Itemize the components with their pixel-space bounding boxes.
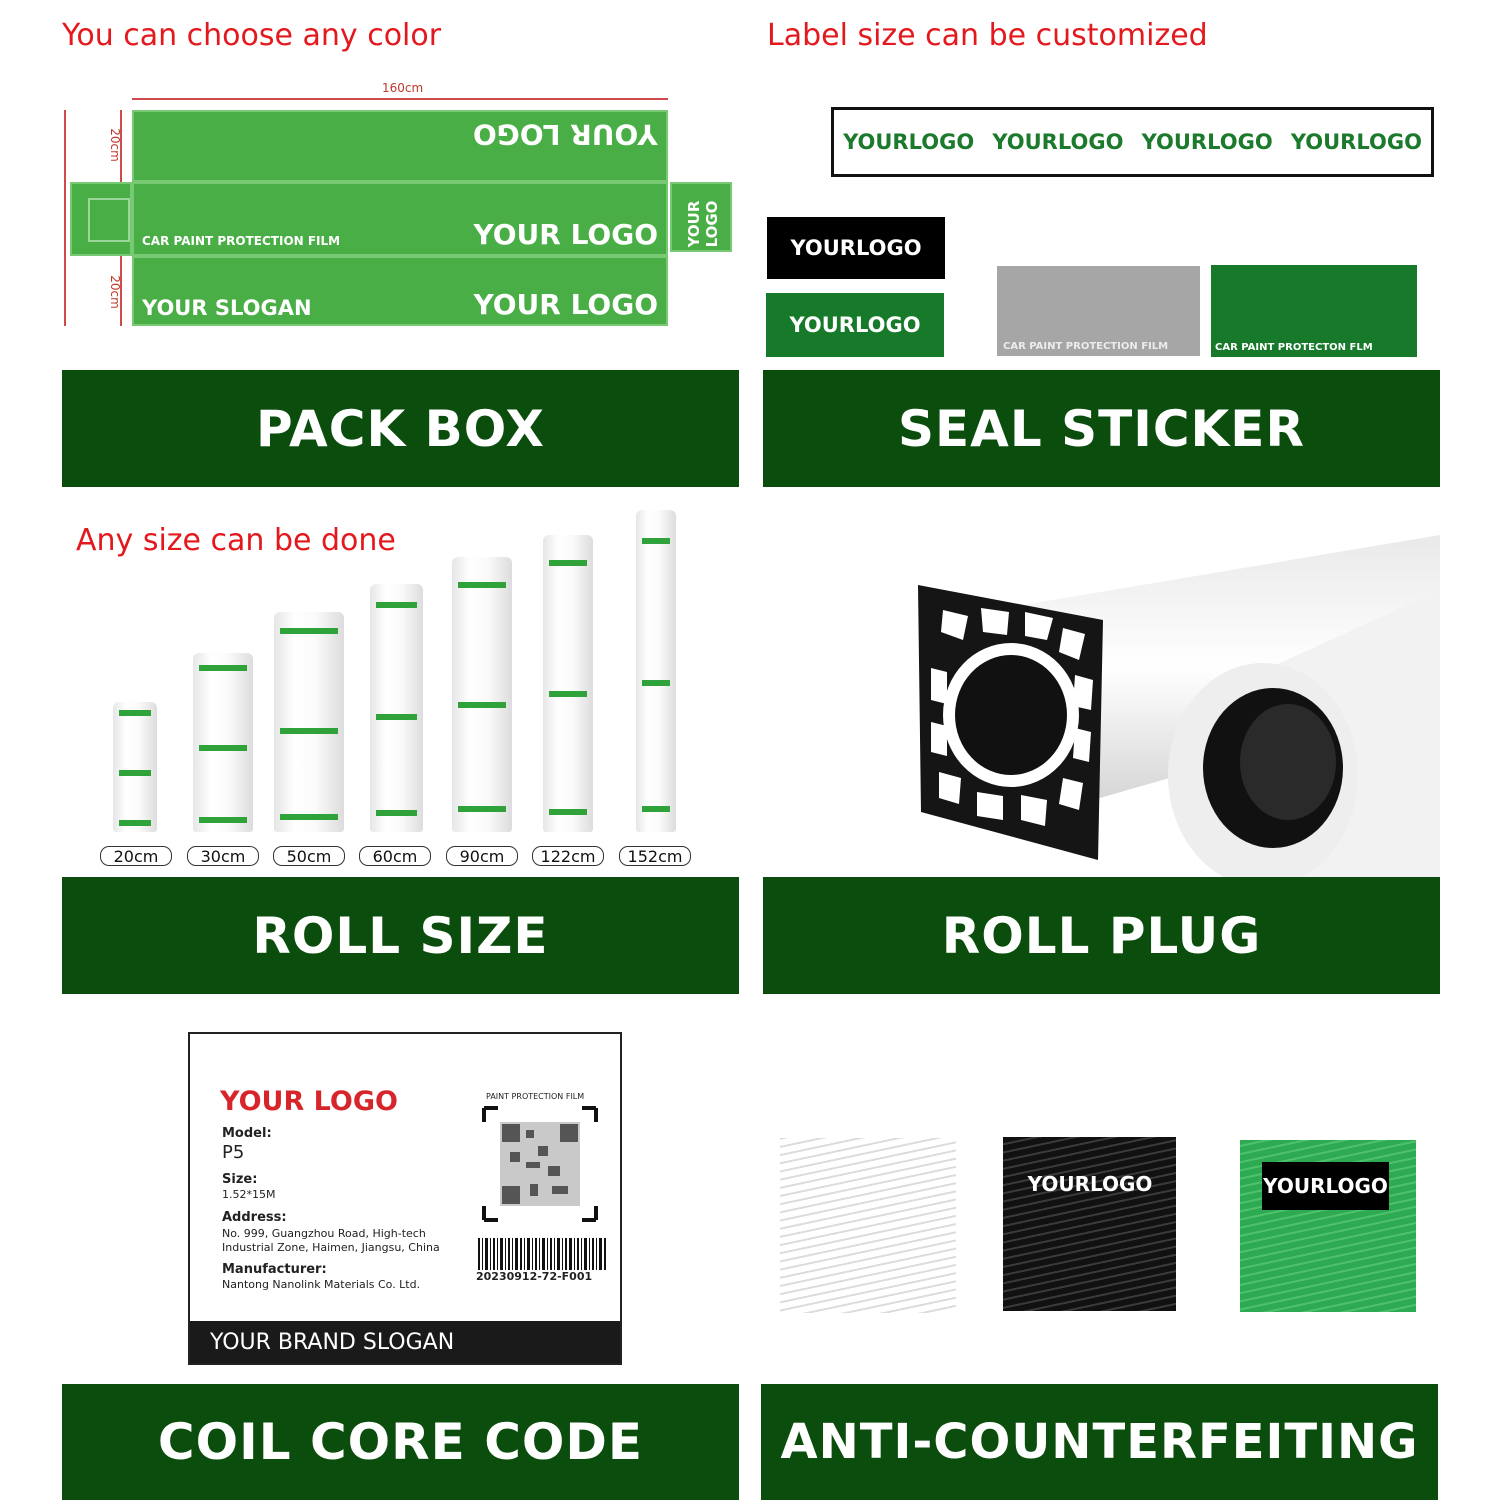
roll-label bbox=[642, 806, 670, 812]
roll-label bbox=[549, 809, 587, 815]
black-pattern-sample bbox=[1003, 1137, 1176, 1311]
manufacturer-value: Nantong Nanolink Materials Co. Ltd. bbox=[222, 1278, 421, 1291]
film-text: CAR PAINT PROTECTION FILM bbox=[142, 234, 341, 248]
band-roll-plug: ROLL PLUG bbox=[763, 877, 1440, 994]
flipped-logo: YOUR LOGO bbox=[473, 118, 658, 151]
flap-square bbox=[88, 198, 130, 242]
size-value: 1.52*15M bbox=[222, 1188, 276, 1201]
coil-core-card bbox=[188, 1032, 622, 1365]
green-sample-logo: YOURLOGO bbox=[1262, 1162, 1389, 1210]
roll-label bbox=[199, 665, 247, 671]
roll-label bbox=[280, 814, 338, 820]
roll-label bbox=[119, 770, 151, 776]
roll-50 bbox=[274, 612, 344, 832]
pack-box-diagram bbox=[60, 78, 740, 338]
roll-label bbox=[376, 810, 417, 816]
box-side-panel bbox=[670, 182, 732, 252]
roll-size-label-20: 20cm bbox=[100, 846, 172, 866]
card-slogan-bar bbox=[190, 1321, 620, 1363]
roll-size-label-152: 152cm bbox=[619, 846, 691, 866]
grey-film-label-text: CAR PAINT PROTECTION FILM bbox=[1003, 341, 1169, 352]
main-logo: YOUR LOGO bbox=[473, 218, 658, 251]
roll-size-label-60: 60cm bbox=[359, 846, 431, 866]
roll-label bbox=[458, 582, 506, 588]
roll-label bbox=[280, 628, 338, 634]
roll-label bbox=[119, 820, 151, 826]
barcode bbox=[478, 1238, 608, 1270]
strip-logo-3: YOURLOGO bbox=[1141, 130, 1273, 154]
black-sample-logo: YOURLOGO bbox=[1027, 1172, 1153, 1196]
side-logo: YOUR LOGO bbox=[685, 200, 721, 248]
caption-choose-color: You can choose any color bbox=[62, 18, 442, 53]
address-label: Address: bbox=[222, 1210, 287, 1225]
card-logo: YOUR LOGO bbox=[220, 1086, 398, 1117]
width-dimension-line bbox=[132, 98, 668, 100]
model-label: Model: bbox=[222, 1126, 272, 1141]
size-label: Size: bbox=[222, 1172, 258, 1187]
box-middle-panel bbox=[132, 182, 668, 256]
band-seal-sticker: SEAL STICKER bbox=[763, 370, 1440, 487]
white-pattern-sample bbox=[780, 1138, 956, 1313]
roll-60 bbox=[370, 584, 423, 832]
roll-90 bbox=[452, 557, 512, 832]
card-slogan: YOUR BRAND SLOGAN bbox=[210, 1329, 455, 1355]
roll-label bbox=[376, 602, 417, 608]
roll-122 bbox=[543, 535, 593, 832]
width-dimension-label: 160cm bbox=[382, 81, 424, 95]
strip-logo-2: YOURLOGO bbox=[992, 130, 1124, 154]
manufacturer-label: Manufacturer: bbox=[222, 1262, 327, 1277]
roll-label bbox=[458, 806, 506, 812]
roll-label bbox=[458, 702, 506, 708]
strip-logo-1: YOURLOGO bbox=[843, 130, 975, 154]
barcode-number: 20230912-72-F001 bbox=[476, 1270, 593, 1283]
roll-plug-photo bbox=[763, 500, 1440, 877]
roll-label bbox=[199, 745, 247, 751]
black-sticker-tag: YOURLOGO bbox=[767, 217, 945, 279]
green-sticker-tag: YOURLOGO bbox=[766, 293, 944, 357]
grey-film-label bbox=[997, 266, 1200, 356]
slogan-text: YOUR SLOGAN bbox=[142, 296, 312, 320]
caption-label-size: Label size can be customized bbox=[767, 18, 1208, 53]
caption-any-size: Any size can be done bbox=[76, 523, 396, 558]
roll-size-label-50: 50cm bbox=[273, 846, 345, 866]
roll-label bbox=[549, 691, 587, 697]
roll-label bbox=[642, 538, 670, 544]
qr-code bbox=[482, 1106, 598, 1222]
roll-label bbox=[642, 680, 670, 686]
roll-label bbox=[376, 714, 417, 720]
address-line-1: No. 999, Guangzhou Road, High-tech bbox=[222, 1227, 426, 1240]
green-film-label-text: CAR PAINT PROTECTON FLM bbox=[1215, 342, 1373, 353]
roll-label bbox=[119, 710, 151, 716]
green-pattern-sample bbox=[1240, 1140, 1416, 1312]
band-anti-counterfeiting: ANTI-COUNTERFEITING bbox=[761, 1384, 1438, 1500]
height-dim-top-label: 20cm bbox=[107, 128, 122, 162]
green-film-label bbox=[1211, 265, 1417, 357]
logo-strip bbox=[831, 107, 1434, 177]
band-pack-box: PACK BOX bbox=[62, 370, 739, 487]
qr-title: PAINT PROTECTION FILM bbox=[486, 1092, 585, 1101]
bottom-logo: YOUR LOGO bbox=[473, 288, 658, 321]
roll-size-label-90: 90cm bbox=[446, 846, 518, 866]
roll-label bbox=[549, 560, 587, 566]
roll-size-label-30: 30cm bbox=[187, 846, 259, 866]
roll-label bbox=[199, 817, 247, 823]
strip-logo-4: YOURLOGO bbox=[1290, 130, 1422, 154]
height-dim-bottom-label: 20cm bbox=[107, 275, 122, 309]
model-value: P5 bbox=[222, 1142, 245, 1163]
band-coil-core-code: COIL CORE CODE bbox=[62, 1384, 739, 1500]
roll-label bbox=[280, 728, 338, 734]
address-line-2: Industrial Zone, Haimen, Jiangsu, China bbox=[222, 1241, 440, 1254]
box-top-panel bbox=[132, 110, 668, 182]
box-bottom-panel bbox=[132, 256, 668, 326]
height-dimension-line bbox=[64, 110, 66, 326]
band-roll-size: ROLL SIZE bbox=[62, 877, 739, 994]
box-left-flap bbox=[70, 182, 132, 256]
roll-30 bbox=[193, 653, 253, 832]
roll-152 bbox=[636, 510, 676, 832]
roll-size-label-122: 122cm bbox=[532, 846, 604, 866]
roll-20 bbox=[113, 702, 157, 832]
